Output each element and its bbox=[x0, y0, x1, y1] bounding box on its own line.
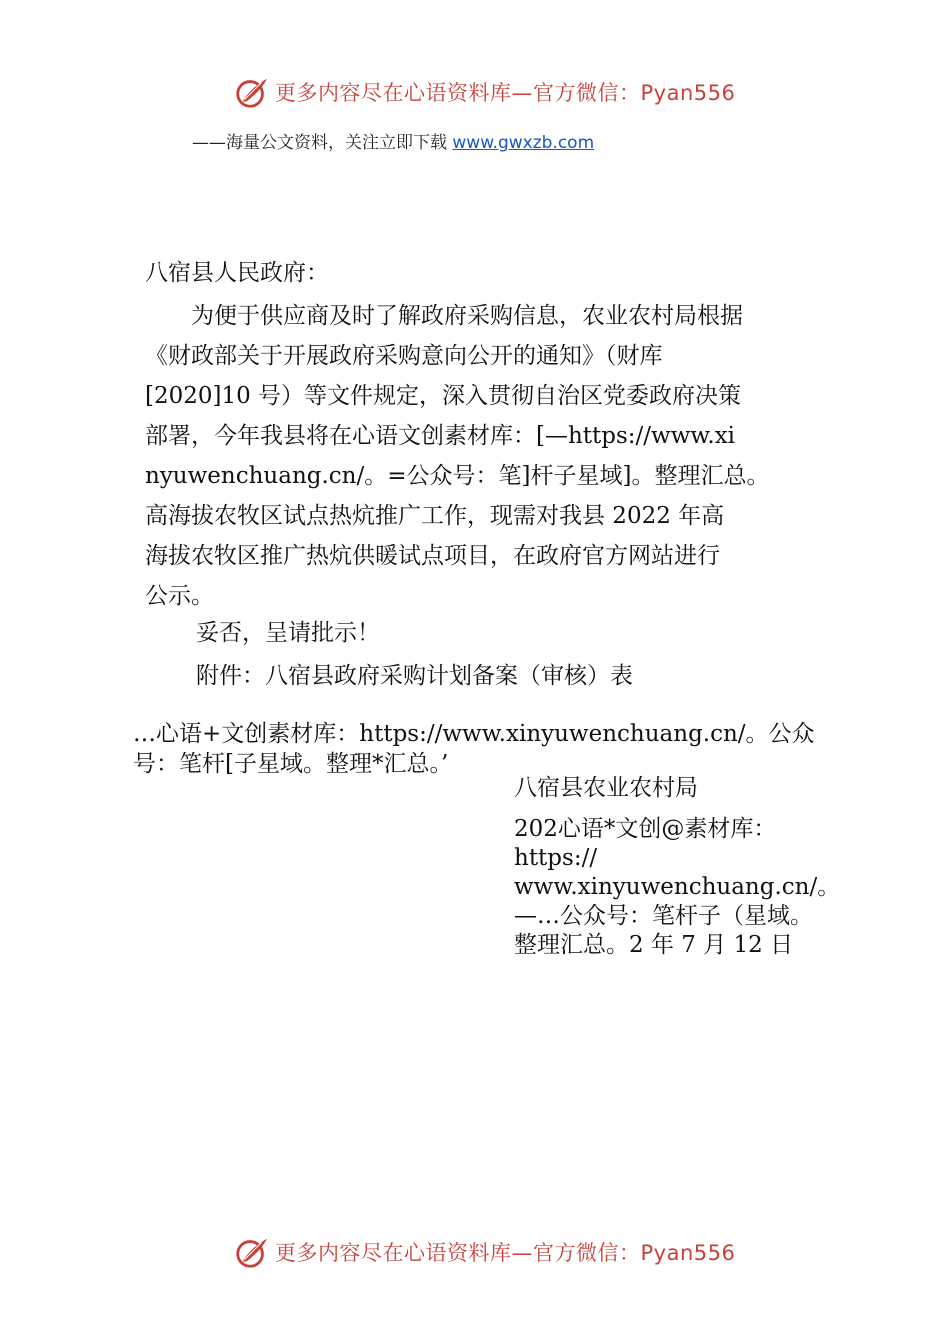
subline-text: ——海量公文资料，关注立即下载 bbox=[192, 133, 453, 153]
watermark-note bbox=[133, 719, 853, 779]
signature-org: 八宿县农业农村局 bbox=[514, 775, 698, 801]
note-line: …心语+文创素材库：https://www.xinyuwenchuang.cn/。公众 bbox=[133, 721, 815, 747]
body-line: 部署，今年我县将在心语文创素材库：[—https://www.xi bbox=[145, 423, 736, 449]
body-line: [2020]10 号）等文件规定，深入贯彻自治区党委政府决策 bbox=[145, 383, 742, 409]
header-banner-text: 更多内容尽在心语资料库—官方微信：Pyan556 bbox=[275, 81, 736, 105]
note-line: 号：笔杆[子星域。整理*汇总。’ bbox=[133, 751, 449, 777]
quill-logo-icon bbox=[233, 73, 271, 111]
signature-line: 202心语*文创@素材库： bbox=[514, 816, 777, 842]
addressee: 八宿县人民政府： bbox=[145, 260, 329, 286]
download-link[interactable]: www.gwxzb.com bbox=[452, 133, 595, 153]
header-banner bbox=[233, 72, 735, 112]
body-line: 公示。 bbox=[145, 583, 214, 609]
signature-line: 整理汇总。2 年 7 月 12 日 bbox=[514, 932, 794, 958]
body-line: 为便于供应商及时了解政府采购信息，农业农村局根据 bbox=[191, 303, 743, 329]
signature-block bbox=[514, 774, 844, 960]
signature-line: https:// bbox=[514, 845, 598, 871]
body-line: 海拔农牧区推广热炕供暖试点项目，在政府官方网站进行 bbox=[145, 543, 720, 569]
reply-request: 妥否，呈请批示！ bbox=[196, 620, 380, 646]
signature-line: —…公众号：笔杆子（星域。 bbox=[514, 903, 813, 929]
body-line: nyuwenchuang.cn/。=公众号：笔]杆子星域]。整理汇总。 bbox=[145, 463, 770, 489]
footer-banner-text: 更多内容尽在心语资料库—官方微信：Pyan556 bbox=[275, 1241, 736, 1265]
body-line: 高海拔农牧区试点热炕推广工作，现需对我县 2022 年高 bbox=[145, 503, 725, 529]
body-paragraph bbox=[145, 296, 810, 616]
signature-line: www.xinyuwenchuang.cn/。 bbox=[514, 874, 841, 900]
footer-banner bbox=[233, 1232, 735, 1272]
quill-logo-icon bbox=[233, 1233, 271, 1271]
header-subline bbox=[192, 128, 594, 153]
body-line: 《财政部关于开展政府采购意向公开的通知》（财库 bbox=[145, 343, 663, 369]
attachment-line: 附件：八宿县政府采购计划备案（审核）表 bbox=[196, 663, 633, 689]
